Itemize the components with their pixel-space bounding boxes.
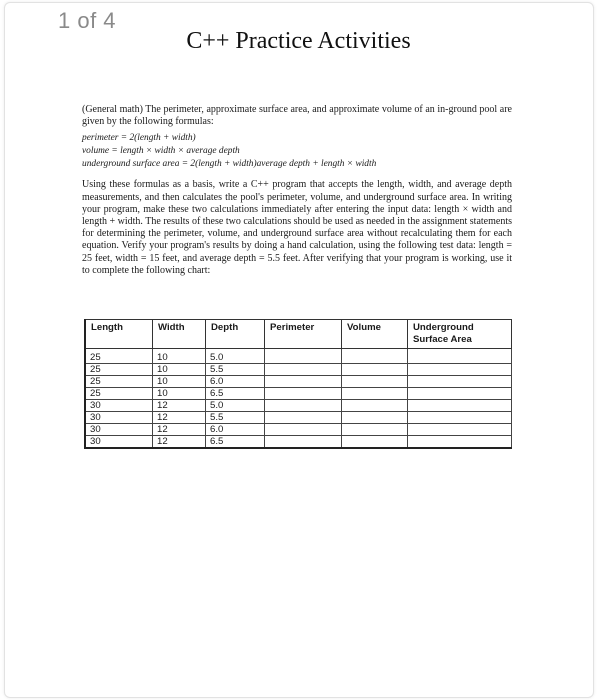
- table-row: [85, 388, 512, 400]
- cell-width: 10: [153, 388, 206, 400]
- header-width: Width: [153, 320, 206, 349]
- cell-perimeter: [265, 364, 342, 376]
- table-row: [85, 364, 512, 376]
- cell-length: 30: [85, 424, 153, 436]
- page-counter: 1 of 4: [58, 8, 117, 33]
- cell-perimeter: [265, 412, 342, 424]
- cell-volume: [342, 436, 408, 449]
- cell-length: 25: [85, 376, 153, 388]
- header-perimeter: Perimeter: [265, 320, 342, 349]
- cell-depth: 5.5: [206, 412, 265, 424]
- cell-width: 10: [153, 376, 206, 388]
- cell-width: 12: [153, 412, 206, 424]
- cell-length: 25: [85, 364, 153, 376]
- formula-volume: volume = length × width × average depth: [82, 146, 240, 157]
- cell-length: 25: [85, 388, 153, 400]
- cell-surface-area: [408, 424, 512, 436]
- cell-surface-area: [408, 412, 512, 424]
- cell-width: 12: [153, 424, 206, 436]
- table-row: [85, 349, 512, 364]
- cell-depth: 5.0: [206, 349, 265, 364]
- cell-volume: [342, 364, 408, 376]
- table-header-row: [85, 320, 512, 349]
- cell-surface-area: [408, 364, 512, 376]
- instructions-paragraph: Using these formulas as a basis, write a C++ program that accepts the length, width, and average depth measurements, and then calculates the pool's perimeter, volume, and underground surface area. In writing your program, make these two calculations immediately after entering the input data: length × width and length + width. The results of these two calculations should be used as needed in the assignment statements for determining the perimeter, volume, and underground surface area without recalculating them for each equation. Verify your program's results by doing a hand calculation, using the following test data: length = 25 feet, width = 15 feet, and average depth = 5.5 feet. After verifying that your program is working, use it to complete the following chart:: [82, 179, 512, 276]
- cell-perimeter: [265, 376, 342, 388]
- results-table: [84, 319, 512, 449]
- cell-depth: 5.5: [206, 364, 265, 376]
- table-row: [85, 436, 512, 449]
- cell-perimeter: [265, 388, 342, 400]
- page-title: C++ Practice Activities: [186, 28, 411, 54]
- header-length: Length: [85, 320, 153, 349]
- cell-depth: 6.0: [206, 376, 265, 388]
- cell-depth: 6.0: [206, 424, 265, 436]
- cell-surface-area: [408, 400, 512, 412]
- cell-volume: [342, 424, 408, 436]
- cell-volume: [342, 349, 408, 364]
- cell-width: 10: [153, 364, 206, 376]
- table-row: [85, 376, 512, 388]
- header-surface-area: Underground Surface Area: [408, 320, 512, 349]
- table-row: [85, 400, 512, 412]
- cell-length: 25: [85, 349, 153, 364]
- table-row: [85, 412, 512, 424]
- cell-width: 12: [153, 400, 206, 412]
- cell-surface-area: [408, 388, 512, 400]
- cell-length: 30: [85, 436, 153, 449]
- header-depth: Depth: [206, 320, 265, 349]
- formula-perimeter: perimeter = 2(length + width): [82, 133, 196, 144]
- cell-depth: 6.5: [206, 388, 265, 400]
- exercise-text: [82, 104, 512, 277]
- intro-paragraph: (General math) The perimeter, approximate surface area, and approximate volume of an in-ground pool are given by the following formulas:: [82, 104, 512, 128]
- cell-volume: [342, 376, 408, 388]
- cell-volume: [342, 400, 408, 412]
- cell-length: 30: [85, 400, 153, 412]
- cell-perimeter: [265, 436, 342, 449]
- cell-perimeter: [265, 400, 342, 412]
- cell-depth: 6.5: [206, 436, 265, 449]
- cell-length: 30: [85, 412, 153, 424]
- cell-volume: [342, 412, 408, 424]
- formula-list: [82, 132, 512, 171]
- cell-perimeter: [265, 349, 342, 364]
- cell-width: 10: [153, 349, 206, 364]
- cell-surface-area: [408, 376, 512, 388]
- cell-width: 12: [153, 436, 206, 449]
- cell-perimeter: [265, 424, 342, 436]
- formula-surface-area: underground surface area = 2(length + width)average depth + length × width: [82, 159, 377, 170]
- cell-depth: 5.0: [206, 400, 265, 412]
- cell-surface-area: [408, 349, 512, 364]
- cell-volume: [342, 388, 408, 400]
- header-volume: Volume: [342, 320, 408, 349]
- cell-surface-area: [408, 436, 512, 449]
- table-body: [85, 349, 512, 449]
- table-row: [85, 424, 512, 436]
